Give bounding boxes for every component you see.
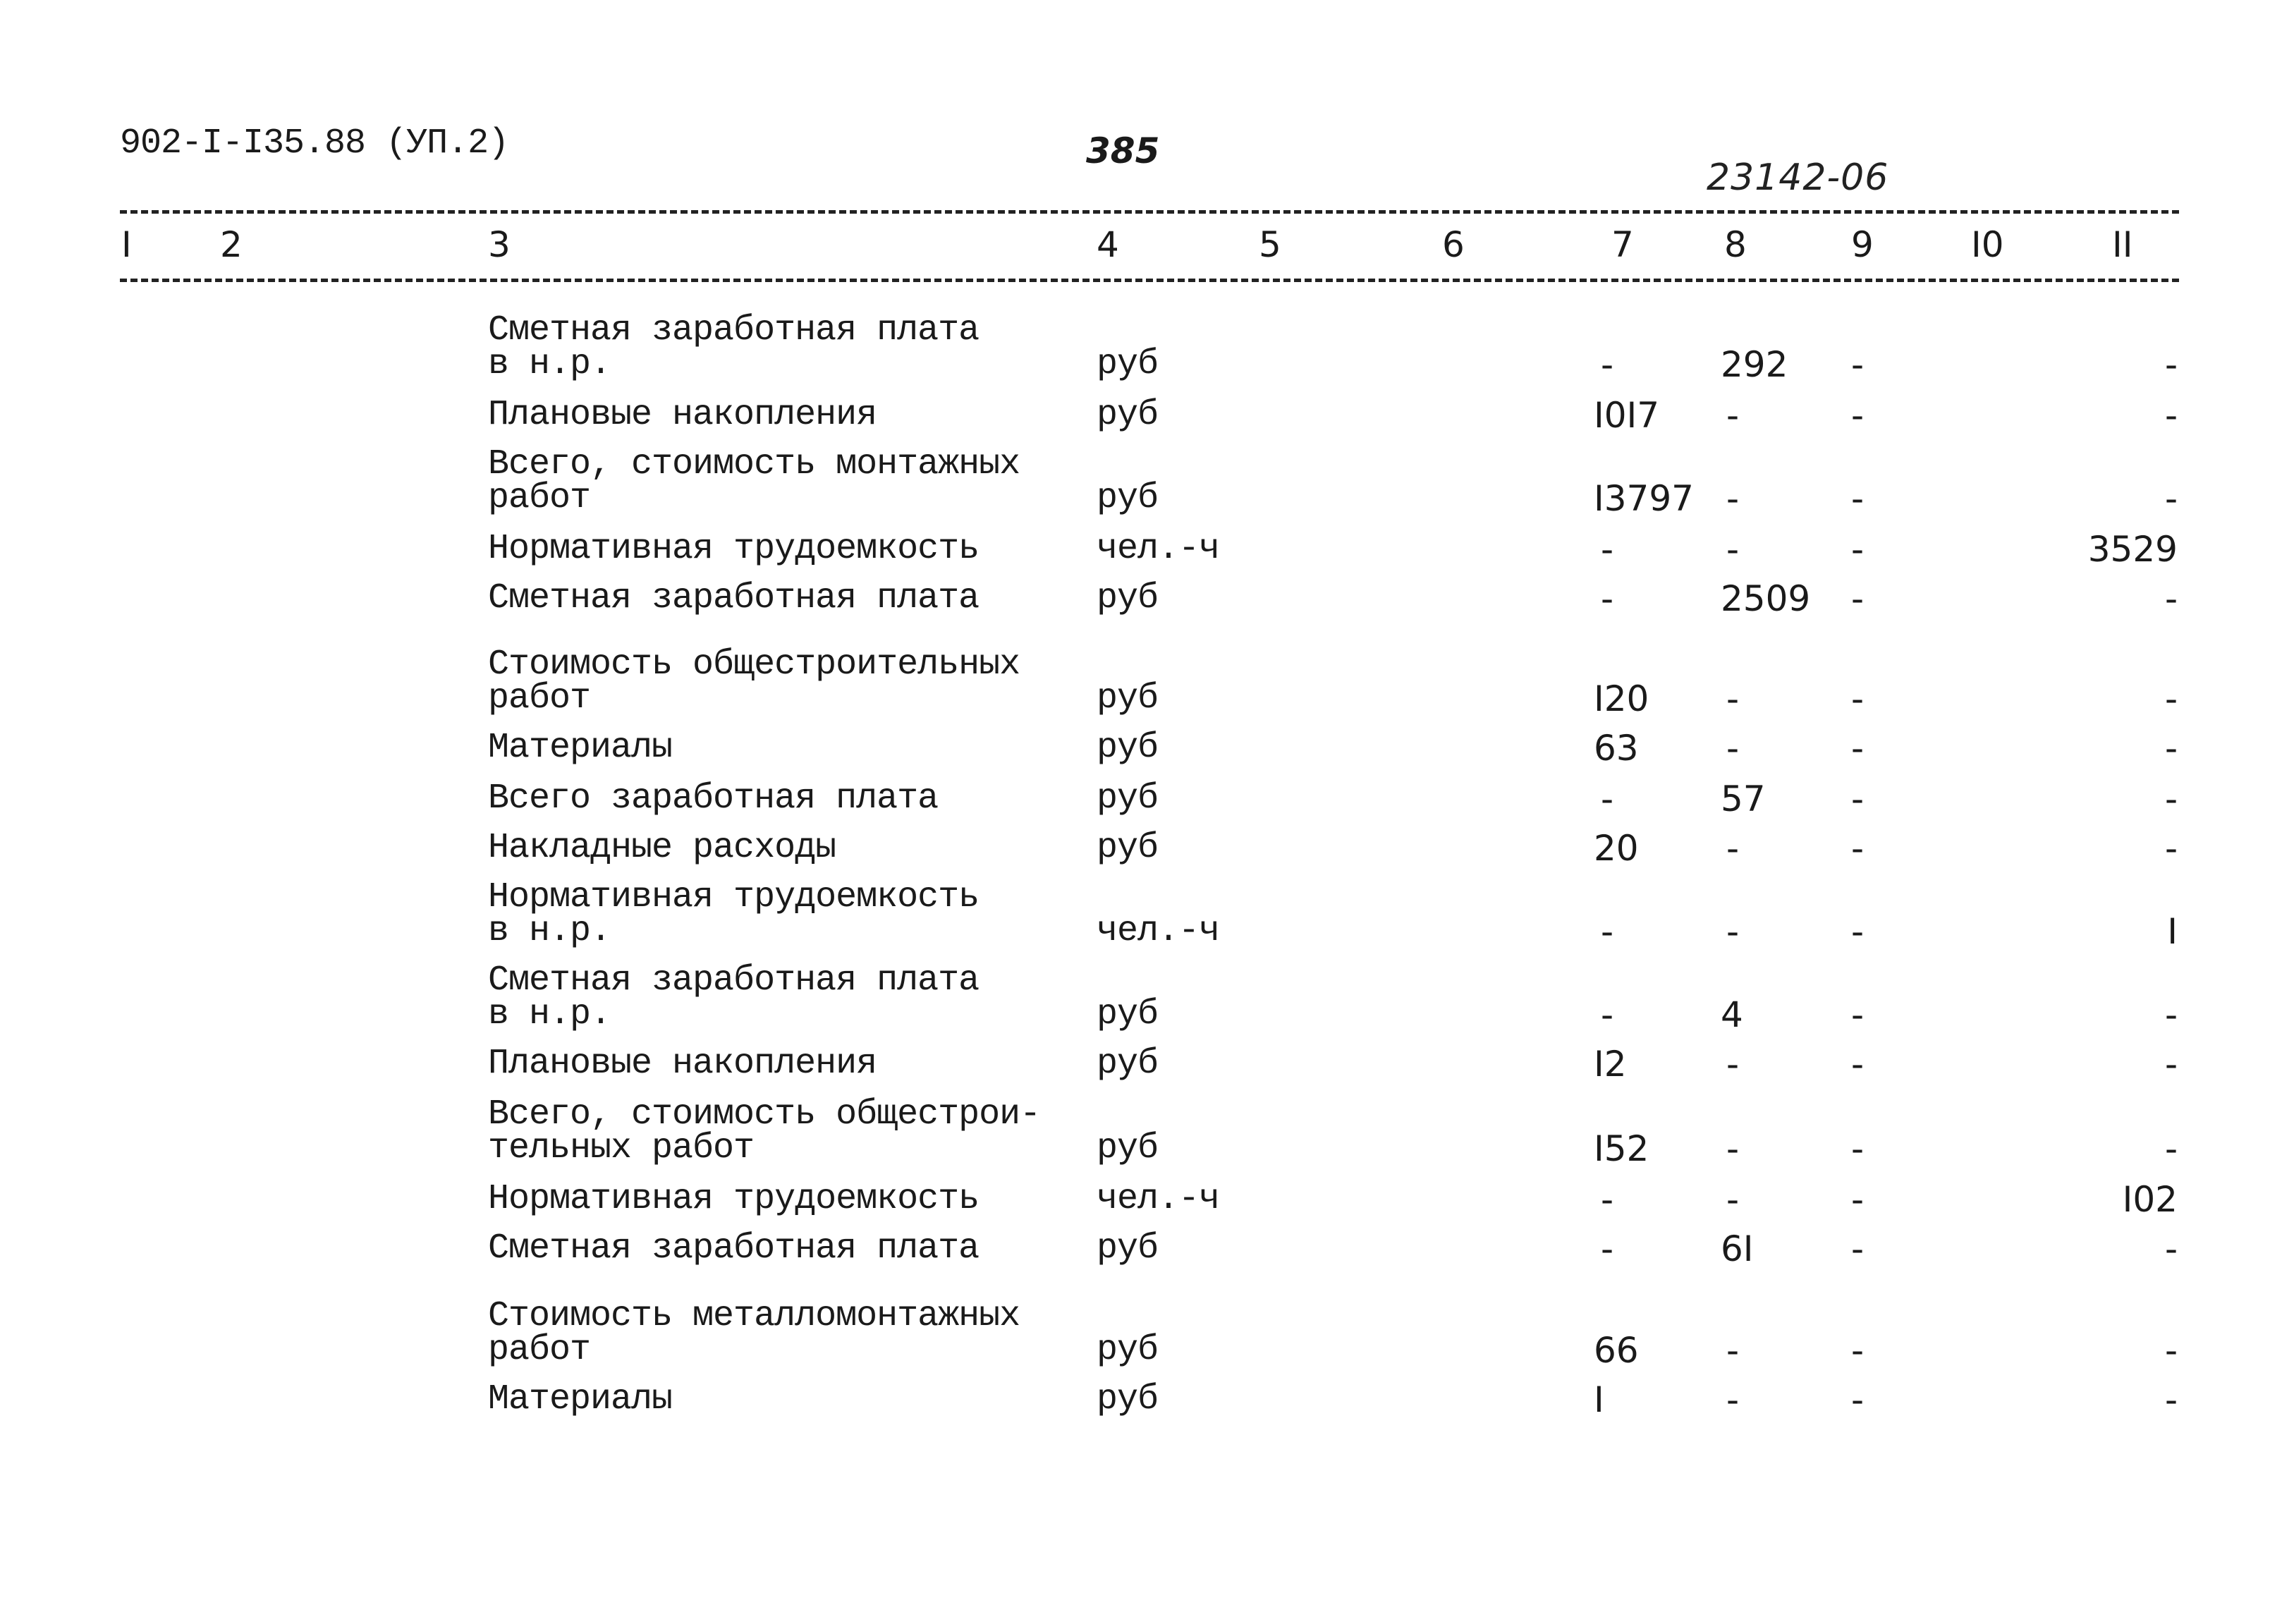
row-col8-value: -	[1726, 1330, 1740, 1371]
row-col8-value: -	[1726, 1379, 1740, 1420]
row-unit: руб	[1097, 728, 1159, 768]
row-col11-value: -	[2164, 678, 2178, 719]
row-col7-value: -	[1601, 1179, 1614, 1220]
row-col8-value: 57	[1721, 779, 1766, 819]
row-unit: руб	[1097, 395, 1159, 435]
row-name-line: Всего, стоимость монтажных	[488, 444, 1020, 484]
row-col7-value: -	[1601, 344, 1614, 385]
row-col9-value: -	[1851, 1179, 1865, 1220]
row-col9-value: -	[1851, 828, 1865, 869]
sheet-code: 23142-06	[1707, 157, 1889, 199]
row-unit: руб	[1097, 578, 1159, 618]
row-col8-value: -	[1726, 678, 1740, 719]
row-col11-value: -	[2164, 828, 2178, 869]
row-col11-value: I	[2167, 911, 2178, 952]
row-col8-value: -	[1726, 478, 1740, 519]
row-col11-value: I02	[2122, 1179, 2178, 1220]
row-col9-value: -	[1851, 1044, 1865, 1085]
row-unit: руб	[1097, 1128, 1159, 1168]
header-top-rule	[120, 210, 2179, 214]
row-name-line: Нормативная трудоемкость	[488, 877, 980, 917]
row-col8-value: 292	[1721, 344, 1788, 385]
row-col7-value: 66	[1594, 1330, 1639, 1371]
column-header-10: I0	[1971, 224, 2004, 265]
row-col8-value: -	[1726, 395, 1740, 436]
row-col9-value: -	[1851, 578, 1865, 619]
row-name-line: Нормативная трудоемкость	[488, 1179, 980, 1219]
row-col7-value: -	[1601, 578, 1614, 619]
row-col8-value: -	[1726, 1128, 1740, 1169]
row-unit: руб	[1097, 678, 1159, 719]
row-col7-value: 63	[1594, 728, 1639, 769]
row-col9-value: -	[1851, 1330, 1865, 1371]
row-col8-value: -	[1726, 529, 1740, 570]
row-col11-value: 3529	[2087, 529, 2178, 570]
row-col7-value: I2	[1594, 1044, 1627, 1085]
row-name-line: Всего заработная плата	[488, 779, 939, 819]
row-col9-value: -	[1851, 478, 1865, 519]
row-col8-value: -	[1726, 728, 1740, 769]
row-unit: руб	[1097, 994, 1159, 1034]
row-col11-value: -	[2164, 1330, 2178, 1371]
row-col8-value: -	[1726, 1044, 1740, 1085]
row-col7-value: I52	[1594, 1128, 1649, 1169]
row-name-line: работ	[488, 1330, 591, 1370]
document-code: 902-I-I35.88 (УП.2)	[120, 123, 509, 164]
column-header-6: 6	[1442, 224, 1465, 265]
row-unit: руб	[1097, 779, 1159, 819]
page-number: 385	[1086, 130, 1160, 171]
row-col9-value: -	[1851, 911, 1865, 952]
column-header-8: 8	[1724, 224, 1747, 265]
row-name-line: Нормативная трудоемкость	[488, 529, 980, 569]
row-col7-value: -	[1601, 529, 1614, 570]
row-col8-value: 6I	[1721, 1228, 1754, 1269]
row-unit: руб	[1097, 1330, 1159, 1370]
row-col9-value: -	[1851, 1379, 1865, 1420]
row-name-line: Всего, стоимость общестрои-	[488, 1094, 1041, 1135]
row-unit: руб	[1097, 344, 1159, 384]
row-name-line: Материалы	[488, 728, 673, 768]
row-name-line: Материалы	[488, 1379, 673, 1420]
row-col7-value: -	[1601, 779, 1614, 819]
row-name-line: работ	[488, 478, 591, 518]
row-name-line: Сметная заработная плата	[488, 1228, 980, 1269]
row-col9-value: -	[1851, 1128, 1865, 1169]
column-header-2: 2	[220, 224, 243, 265]
row-unit: руб	[1097, 1044, 1159, 1084]
column-header-7: 7	[1611, 224, 1634, 265]
row-col9-value: -	[1851, 994, 1865, 1035]
row-name-line: работ	[488, 678, 591, 719]
row-col11-value: -	[2164, 395, 2178, 436]
row-name-line: Накладные расходы	[488, 828, 836, 868]
row-name-line: в н.р.	[488, 344, 611, 384]
row-unit: чел.-ч	[1097, 911, 1220, 951]
row-name-line: тельных работ	[488, 1128, 755, 1168]
column-header-3: 3	[488, 224, 511, 265]
row-col11-value: -	[2164, 779, 2178, 819]
row-name-line: Стоимость общестроительных	[488, 645, 1020, 685]
row-unit: руб	[1097, 828, 1159, 868]
row-name-line: в н.р.	[488, 911, 611, 951]
row-name-line: Сметная заработная плата	[488, 578, 980, 618]
row-col9-value: -	[1851, 395, 1865, 436]
row-name-line: Стоимость металломонтажных	[488, 1296, 1020, 1336]
row-col11-value: -	[2164, 994, 2178, 1035]
row-unit: руб	[1097, 1379, 1159, 1420]
row-col7-value: -	[1601, 994, 1614, 1035]
row-col7-value: -	[1601, 1228, 1614, 1269]
row-col9-value: -	[1851, 779, 1865, 819]
row-col7-value: 20	[1594, 828, 1639, 869]
row-unit: чел.-ч	[1097, 529, 1220, 569]
row-col11-value: -	[2164, 1379, 2178, 1420]
row-name-line: Сметная заработная плата	[488, 310, 980, 350]
row-col8-value: -	[1726, 911, 1740, 952]
column-header-5: 5	[1259, 224, 1281, 265]
row-col8-value: -	[1726, 828, 1740, 869]
row-col11-value: -	[2164, 578, 2178, 619]
row-col9-value: -	[1851, 728, 1865, 769]
row-unit: чел.-ч	[1097, 1179, 1220, 1219]
row-unit: руб	[1097, 1228, 1159, 1269]
header-bottom-rule	[120, 279, 2179, 282]
row-name-line: в н.р.	[488, 994, 611, 1034]
row-col8-value: -	[1726, 1179, 1740, 1220]
column-header-4: 4	[1097, 224, 1119, 265]
row-col11-value: -	[2164, 1228, 2178, 1269]
column-header-9: 9	[1851, 224, 1874, 265]
row-name-line: Плановые накопления	[488, 395, 877, 435]
row-col7-value: -	[1601, 911, 1614, 952]
column-header-1: I	[121, 224, 132, 265]
column-header-11: II	[2112, 224, 2133, 265]
row-col9-value: -	[1851, 678, 1865, 719]
row-unit: руб	[1097, 478, 1159, 518]
row-col11-value: -	[2164, 728, 2178, 769]
row-col9-value: -	[1851, 529, 1865, 570]
row-col11-value: -	[2164, 478, 2178, 519]
row-col8-value: 2509	[1721, 578, 1811, 619]
row-name-line: Сметная заработная плата	[488, 960, 980, 1001]
row-col11-value: -	[2164, 1128, 2178, 1169]
row-col7-value: I20	[1594, 678, 1649, 719]
row-col9-value: -	[1851, 1228, 1865, 1269]
row-col8-value: 4	[1721, 994, 1743, 1035]
row-col7-value: I0I7	[1594, 395, 1660, 436]
row-col9-value: -	[1851, 344, 1865, 385]
row-col11-value: -	[2164, 1044, 2178, 1085]
row-col7-value: I	[1594, 1379, 1604, 1420]
row-col11-value: -	[2164, 344, 2178, 385]
row-name-line: Плановые накопления	[488, 1044, 877, 1084]
row-col7-value: I3797	[1594, 478, 1694, 519]
